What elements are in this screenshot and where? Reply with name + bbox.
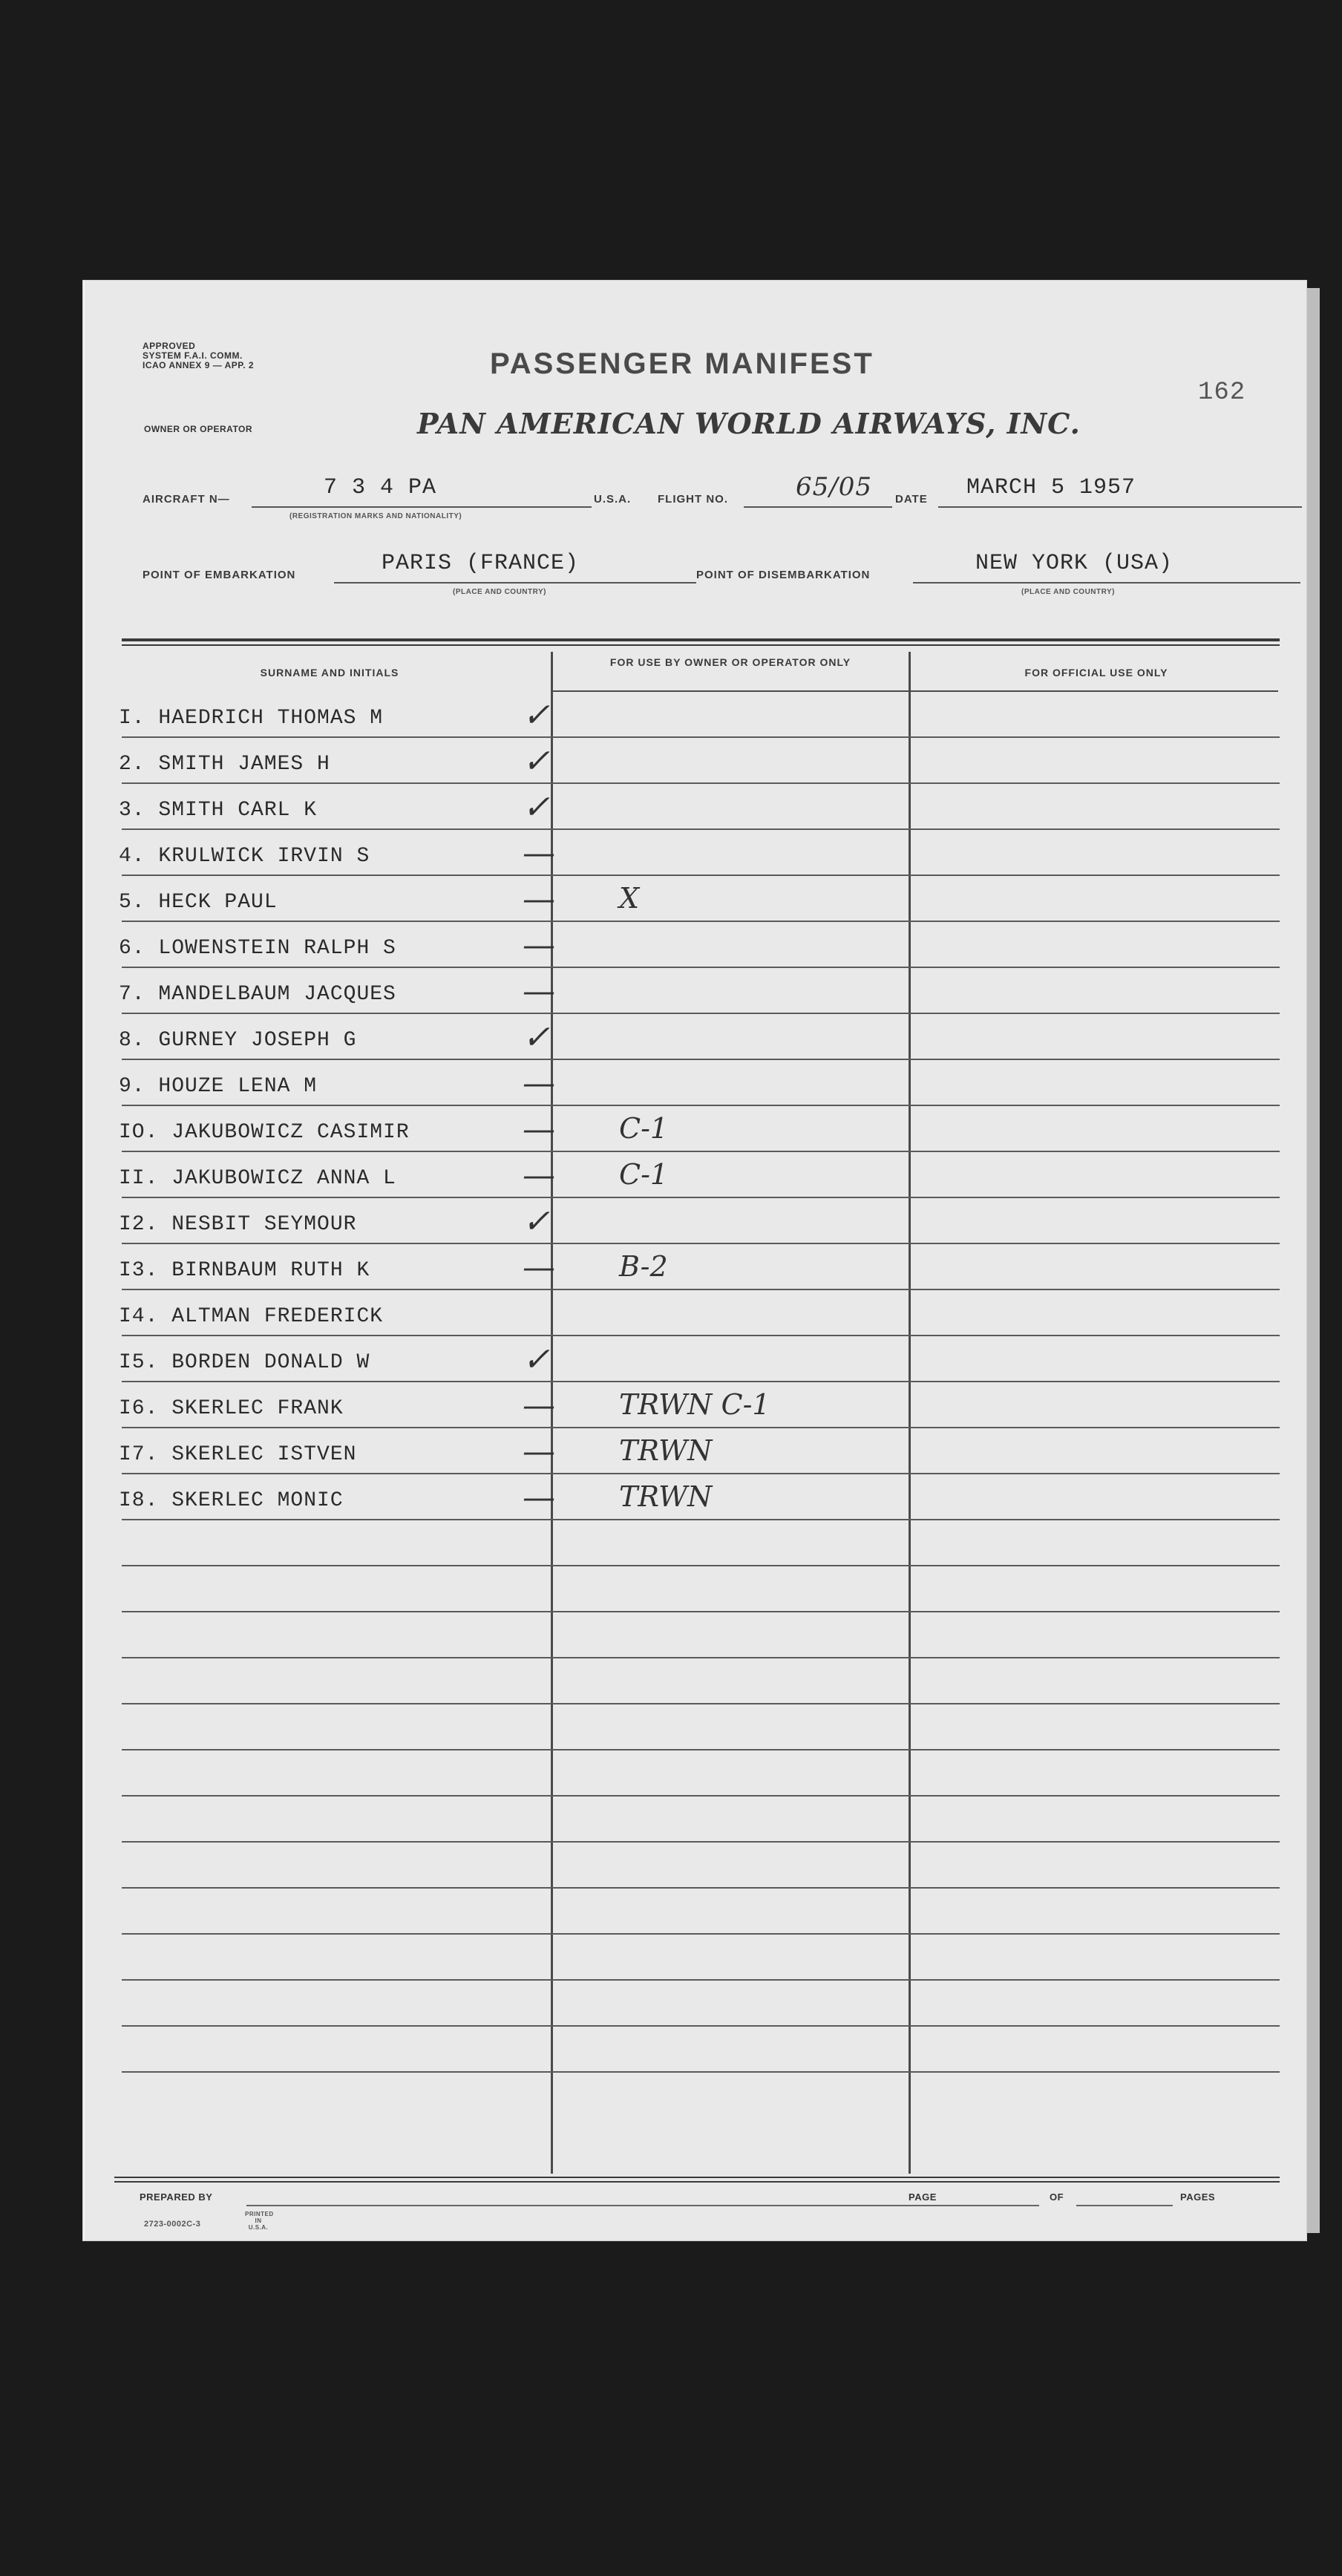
row-line <box>122 1933 1280 1935</box>
row-line <box>122 736 1280 738</box>
operator-note: C-1 <box>619 1112 669 1145</box>
passenger-name: II. JAKUBOWICZ ANNA L <box>119 1167 396 1190</box>
page-label: PAGE <box>909 2191 937 2203</box>
check-mark: — <box>523 1249 555 1287</box>
operator-note: TRWN C-1 <box>619 1388 770 1421</box>
manifest-sheet <box>83 281 1306 2240</box>
passenger-name: I8. SKERLEC MONIC <box>119 1489 344 1512</box>
printed-mark: PRINTED IN U.S.A. <box>245 2211 274 2231</box>
row-line <box>122 1979 1280 1981</box>
check-mark: ✓ <box>523 742 550 780</box>
row-line <box>122 1243 1280 1244</box>
page-number: 162 <box>1198 379 1246 407</box>
row-line <box>122 1887 1280 1889</box>
row-line <box>122 1611 1280 1612</box>
form-code: 2723-0002C-3 <box>144 2220 201 2229</box>
row-line <box>122 2025 1280 2027</box>
passenger-name: 2. SMITH JAMES H <box>119 753 330 776</box>
check-mark: — <box>523 834 555 872</box>
passenger-name: 3. SMITH CARL K <box>119 799 318 822</box>
row-line <box>122 1013 1280 1014</box>
row-line <box>122 1703 1280 1704</box>
passenger-name: IO. JAKUBOWICZ CASIMIR <box>119 1121 410 1144</box>
row-line <box>122 1335 1280 1336</box>
row-line <box>122 1427 1280 1428</box>
row-line <box>122 1795 1280 1797</box>
page-title: PASSENGER MANIFEST <box>490 347 874 380</box>
passenger-name: I6. SKERLEC FRANK <box>119 1397 344 1420</box>
passenger-name: I7. SKERLEC ISTVEN <box>119 1443 357 1466</box>
row-line <box>122 1565 1280 1566</box>
check-mark: ✓ <box>523 1019 550 1056</box>
date-value: MARCH 5 1957 <box>966 475 1136 500</box>
row-line <box>122 1657 1280 1658</box>
embarkation-caption: (PLACE AND COUNTRY) <box>453 588 546 596</box>
of-label: OF <box>1050 2191 1064 2203</box>
passenger-name: I2. NESBIT SEYMOUR <box>119 1213 357 1236</box>
passenger-name: I5. BORDEN DONALD W <box>119 1351 370 1374</box>
disembarkation-caption: (PLACE AND COUNTRY) <box>1021 588 1115 596</box>
operator-note: X <box>619 882 640 915</box>
passenger-name: 9. HOUZE LENA M <box>119 1075 318 1098</box>
operator-note: C-1 <box>619 1158 669 1191</box>
pages-label: PAGES <box>1180 2191 1216 2203</box>
row-line <box>122 875 1280 876</box>
nationality-label: U.S.A. <box>594 493 632 506</box>
row-line <box>122 1105 1280 1106</box>
embarkation-value: PARIS (FRANCE) <box>382 551 580 576</box>
row-line <box>122 1289 1280 1290</box>
row-line <box>122 1197 1280 1198</box>
approval-line: ICAO ANNEX 9 — APP. 2 <box>143 360 255 370</box>
row-line <box>122 782 1280 784</box>
operator-note: TRWN <box>619 1480 713 1513</box>
row-line <box>122 1841 1280 1843</box>
row-line <box>122 1381 1280 1382</box>
passenger-name: I. HAEDRICH THOMAS M <box>119 707 384 730</box>
flight-label: FLIGHT NO. <box>658 493 728 506</box>
check-mark: ✓ <box>523 696 550 734</box>
aircraft-label: AIRCRAFT N— <box>143 493 230 506</box>
check-mark: ✓ <box>523 1203 550 1240</box>
row-line <box>122 1151 1280 1152</box>
row-line <box>122 1059 1280 1060</box>
passenger-name: 5. HECK PAUL <box>119 891 278 914</box>
passenger-name: 8. GURNEY JOSEPH G <box>119 1029 357 1052</box>
check-mark: — <box>523 1065 555 1102</box>
aircraft-value: 7 3 4 PA <box>324 475 437 500</box>
check-mark: — <box>523 1479 555 1517</box>
approval-note <box>143 341 254 370</box>
flight-value: 65/05 <box>796 472 872 502</box>
prepared-by-label: PREPARED BY <box>140 2191 213 2203</box>
column-divider <box>909 652 911 2174</box>
check-mark: — <box>523 1387 555 1425</box>
passenger-name: 7. MANDELBAUM JACQUES <box>119 983 396 1006</box>
passenger-name: I4. ALTMAN FREDERICK <box>119 1305 384 1328</box>
disembarkation-value: NEW YORK (USA) <box>975 551 1174 576</box>
disembarkation-label: POINT OF DISEMBARKATION <box>696 569 871 581</box>
passenger-name: I3. BIRNBAUM RUTH K <box>119 1259 370 1282</box>
paper-edge <box>1305 288 1320 2233</box>
check-mark: — <box>523 1433 555 1471</box>
passenger-name: 6. LOWENSTEIN RALPH S <box>119 937 396 960</box>
owner-label: OWNER OR OPERATOR <box>144 424 253 434</box>
column-header-operator: FOR USE BY OWNER OR OPERATOR ONLY <box>609 656 851 668</box>
operator-note: TRWN <box>619 1434 713 1467</box>
row-line <box>122 1519 1280 1520</box>
approval-line: SYSTEM F.A.I. COMM. <box>143 350 243 361</box>
check-mark: ✓ <box>523 1341 550 1379</box>
registration-caption: (REGISTRATION MARKS AND NATIONALITY) <box>289 512 462 520</box>
check-mark: — <box>523 972 555 1010</box>
row-line <box>122 828 1280 830</box>
check-mark: — <box>523 880 555 918</box>
passenger-name: 4. KRULWICK IRVIN S <box>119 845 370 868</box>
embarkation-label: POINT OF EMBARKATION <box>143 569 296 581</box>
check-mark: ✓ <box>523 788 550 826</box>
row-line <box>122 2071 1280 2073</box>
column-header-surname: SURNAME AND INITIALS <box>260 667 399 679</box>
check-mark: — <box>523 926 555 964</box>
row-line <box>122 1749 1280 1750</box>
check-mark: — <box>523 1157 555 1194</box>
date-label: DATE <box>895 493 928 506</box>
operator-note: B-2 <box>619 1250 668 1283</box>
approval-line: APPROVED <box>143 341 196 351</box>
airline-name: PAN AMERICAN WORLD AIRWAYS, INC. <box>417 407 1081 440</box>
row-line <box>122 967 1280 968</box>
row-line <box>122 921 1280 922</box>
row-line <box>122 1473 1280 1474</box>
check-mark: — <box>523 1111 555 1148</box>
column-header-official: FOR OFFICIAL USE ONLY <box>1024 667 1168 679</box>
